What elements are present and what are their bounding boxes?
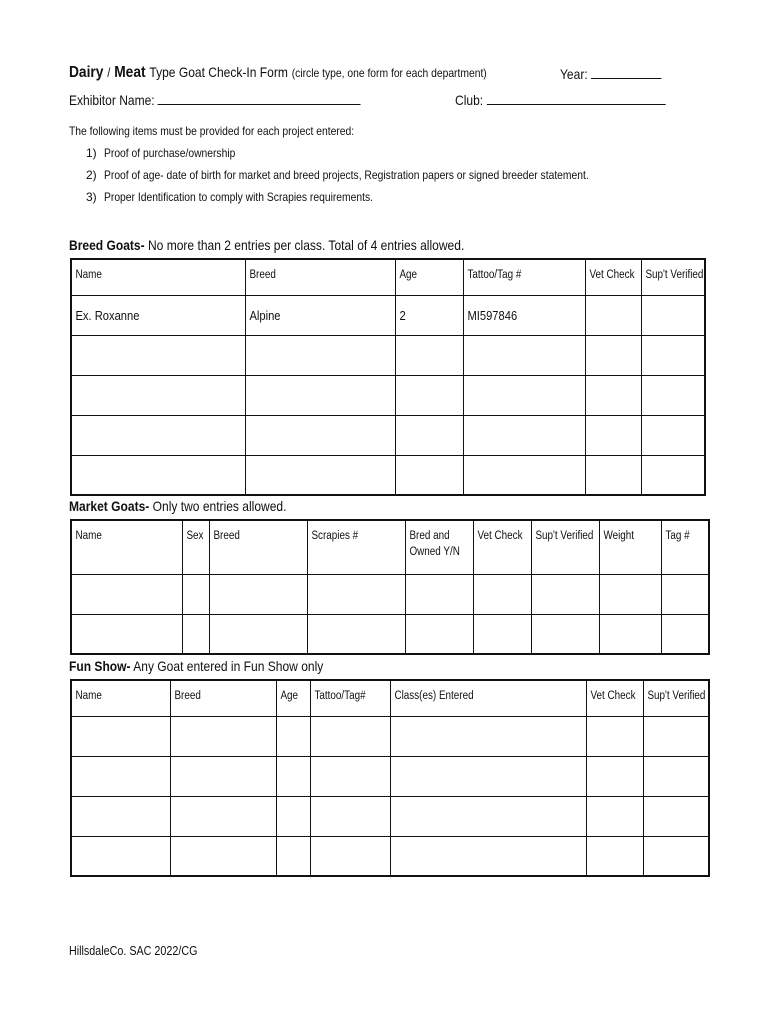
column-header: Tattoo/Tag# (310, 680, 390, 716)
table-cell[interactable] (643, 836, 709, 876)
table-cell[interactable] (310, 796, 390, 836)
list-item-text: Proof of age- date of birth for market and breed projects, Registration papers or signed breeder statement. (104, 168, 589, 182)
fun-show-title: Fun Show- (69, 658, 131, 674)
table-cell[interactable] (586, 756, 643, 796)
table-row (71, 455, 705, 495)
table-cell[interactable] (170, 796, 276, 836)
form-title (69, 64, 555, 82)
table-cell[interactable] (71, 796, 170, 836)
table-cell[interactable]: Alpine (245, 295, 395, 335)
list-item (69, 146, 749, 168)
table-cell[interactable] (585, 335, 641, 375)
table-cell[interactable]: Ex. Roxanne (71, 295, 245, 335)
table-cell[interactable] (390, 796, 586, 836)
table-header-row (71, 259, 705, 295)
list-item-text: Proper Identification to comply with Scrapies requirements. (104, 190, 374, 204)
breed-goats-note: No more than 2 entries per class. Total of 4 entries allowed. (147, 237, 465, 253)
column-header: Tattoo/Tag # (463, 259, 585, 295)
column-header: Vet Check (585, 259, 641, 295)
table-cell[interactable]: MI597846 (463, 295, 585, 335)
table-cell[interactable] (182, 614, 209, 654)
column-header: Name (71, 680, 170, 716)
table-cell[interactable] (641, 455, 705, 495)
table-cell[interactable] (209, 574, 307, 614)
club-input-line[interactable] (486, 92, 665, 105)
table-cell[interactable] (599, 574, 661, 614)
table-cell[interactable] (585, 415, 641, 455)
table-cell[interactable] (71, 756, 170, 796)
table-cell[interactable] (586, 836, 643, 876)
market-goats-title: Market Goats- (69, 498, 150, 514)
table-cell[interactable] (310, 716, 390, 756)
table-cell[interactable] (641, 335, 705, 375)
table-cell[interactable] (170, 716, 276, 756)
list-number: 2) (86, 168, 97, 182)
exhibitor-name-field (69, 92, 408, 108)
table-cell[interactable] (405, 614, 473, 654)
table-cell[interactable] (209, 614, 307, 654)
table-cell[interactable] (390, 716, 586, 756)
table-cell[interactable] (71, 836, 170, 876)
column-header: Age (395, 259, 463, 295)
table-cell[interactable] (71, 415, 245, 455)
column-header: Scrapies # (307, 520, 405, 574)
table-cell[interactable] (661, 574, 709, 614)
table-row (71, 375, 705, 415)
table-cell[interactable] (182, 574, 209, 614)
fun-show-note: Any Goat entered in Fun Show only (133, 658, 324, 674)
table-cell[interactable] (390, 756, 586, 796)
table-cell[interactable] (71, 614, 182, 654)
header-line-1: Bred and (408, 530, 450, 542)
column-header: Age (276, 680, 310, 716)
table-cell[interactable] (245, 335, 395, 375)
column-header: Vet Check (473, 520, 531, 574)
table-row (71, 836, 709, 876)
dairy-type-option[interactable]: Dairy (69, 64, 104, 81)
column-header: Sup't Verified (643, 680, 709, 716)
table-cell[interactable] (170, 836, 276, 876)
table-cell[interactable] (531, 574, 599, 614)
table-cell[interactable] (585, 375, 641, 415)
form-title-text: Type Goat Check-In Form (149, 64, 288, 80)
table-row (71, 756, 709, 796)
table-cell[interactable] (390, 836, 586, 876)
table-cell[interactable] (463, 335, 585, 375)
exhibitor-name-input-line[interactable] (158, 92, 361, 105)
table-cell[interactable] (276, 716, 310, 756)
column-header: Name (71, 520, 182, 574)
table-cell[interactable] (473, 614, 531, 654)
header-line-2: Owned Y/N (408, 546, 460, 558)
column-header: Name (71, 259, 245, 295)
year-field (560, 66, 678, 82)
table-cell[interactable] (641, 375, 705, 415)
table-row (71, 295, 705, 335)
table-cell[interactable] (276, 836, 310, 876)
table-cell[interactable] (463, 455, 585, 495)
market-goats-table (70, 519, 710, 655)
table-row (71, 614, 709, 654)
market-goats-note: Only two entries allowed. (152, 498, 287, 514)
table-cell[interactable] (405, 574, 473, 614)
type-separator: / (107, 65, 111, 80)
table-cell[interactable] (586, 796, 643, 836)
table-cell[interactable] (71, 716, 170, 756)
table-cell[interactable] (585, 295, 641, 335)
table-row (71, 796, 709, 836)
fun-show-heading (69, 658, 365, 674)
club-label: Club: (455, 92, 484, 108)
table-cell[interactable]: 2 (395, 295, 463, 335)
column-header: Sup't Verified (641, 259, 705, 295)
table-cell[interactable] (71, 574, 182, 614)
breed-goats-table (70, 258, 706, 496)
list-item (69, 190, 749, 212)
table-cell[interactable] (71, 455, 245, 495)
meat-type-option[interactable]: Meat (114, 64, 146, 81)
table-cell[interactable] (310, 756, 390, 796)
requirements-intro: The following items must be provided for each project entered: (69, 124, 355, 138)
list-item (69, 168, 749, 190)
year-input-line[interactable] (591, 66, 662, 79)
table-row (71, 716, 709, 756)
table-cell[interactable] (307, 574, 405, 614)
year-label: Year: (560, 66, 588, 82)
table-cell[interactable] (643, 756, 709, 796)
table-cell[interactable] (586, 716, 643, 756)
list-item-text: Proof of purchase/ownership (104, 146, 236, 160)
table-header-row (71, 680, 709, 716)
list-number: 1) (86, 146, 97, 160)
column-header: Sup't Verified (531, 520, 599, 574)
fun-show-table (70, 679, 710, 877)
table-cell[interactable] (245, 455, 395, 495)
table-cell[interactable] (395, 335, 463, 375)
table-cell[interactable] (643, 796, 709, 836)
column-header: Breed (245, 259, 395, 295)
column-header: Weight (599, 520, 661, 574)
table-cell[interactable] (276, 796, 310, 836)
footer-text: HillsdaleCo. SAC 2022/CG (69, 944, 198, 958)
form-title-note: (circle type, one form for each department) (291, 66, 487, 80)
table-cell[interactable] (531, 614, 599, 654)
table-cell[interactable] (463, 375, 585, 415)
breed-goats-heading (69, 237, 529, 253)
table-cell[interactable] (599, 614, 661, 654)
exhibitor-name-label: Exhibitor Name: (69, 92, 155, 108)
table-cell[interactable] (245, 415, 395, 455)
table-cell[interactable] (71, 335, 245, 375)
table-header-row (71, 520, 709, 574)
table-cell[interactable] (395, 375, 463, 415)
table-cell[interactable] (641, 295, 705, 335)
table-cell[interactable] (395, 455, 463, 495)
table-cell[interactable] (310, 836, 390, 876)
table-cell[interactable] (643, 716, 709, 756)
table-cell[interactable] (641, 415, 705, 455)
column-header: Breed (170, 680, 276, 716)
table-cell[interactable] (307, 614, 405, 654)
table-cell[interactable] (473, 574, 531, 614)
table-row (71, 335, 705, 375)
table-row (71, 574, 709, 614)
column-header: Class(es) Entered (390, 680, 586, 716)
list-number: 3) (86, 190, 97, 204)
table-cell[interactable] (585, 455, 641, 495)
table-cell[interactable] (245, 375, 395, 415)
column-header: Vet Check (586, 680, 643, 716)
table-cell[interactable] (71, 375, 245, 415)
table-cell[interactable] (395, 415, 463, 455)
column-header: Breed (209, 520, 307, 574)
table-cell[interactable] (170, 756, 276, 796)
table-cell[interactable] (276, 756, 310, 796)
club-field (455, 92, 700, 108)
column-header: Tag # (661, 520, 709, 574)
table-row (71, 415, 705, 455)
table-cell[interactable] (661, 614, 709, 654)
table-cell[interactable] (463, 415, 585, 455)
column-header: Sex (182, 520, 209, 574)
market-goats-heading (69, 498, 322, 514)
requirements-list (69, 146, 749, 212)
breed-goats-title: Breed Goats- (69, 237, 145, 253)
column-header (405, 520, 473, 574)
